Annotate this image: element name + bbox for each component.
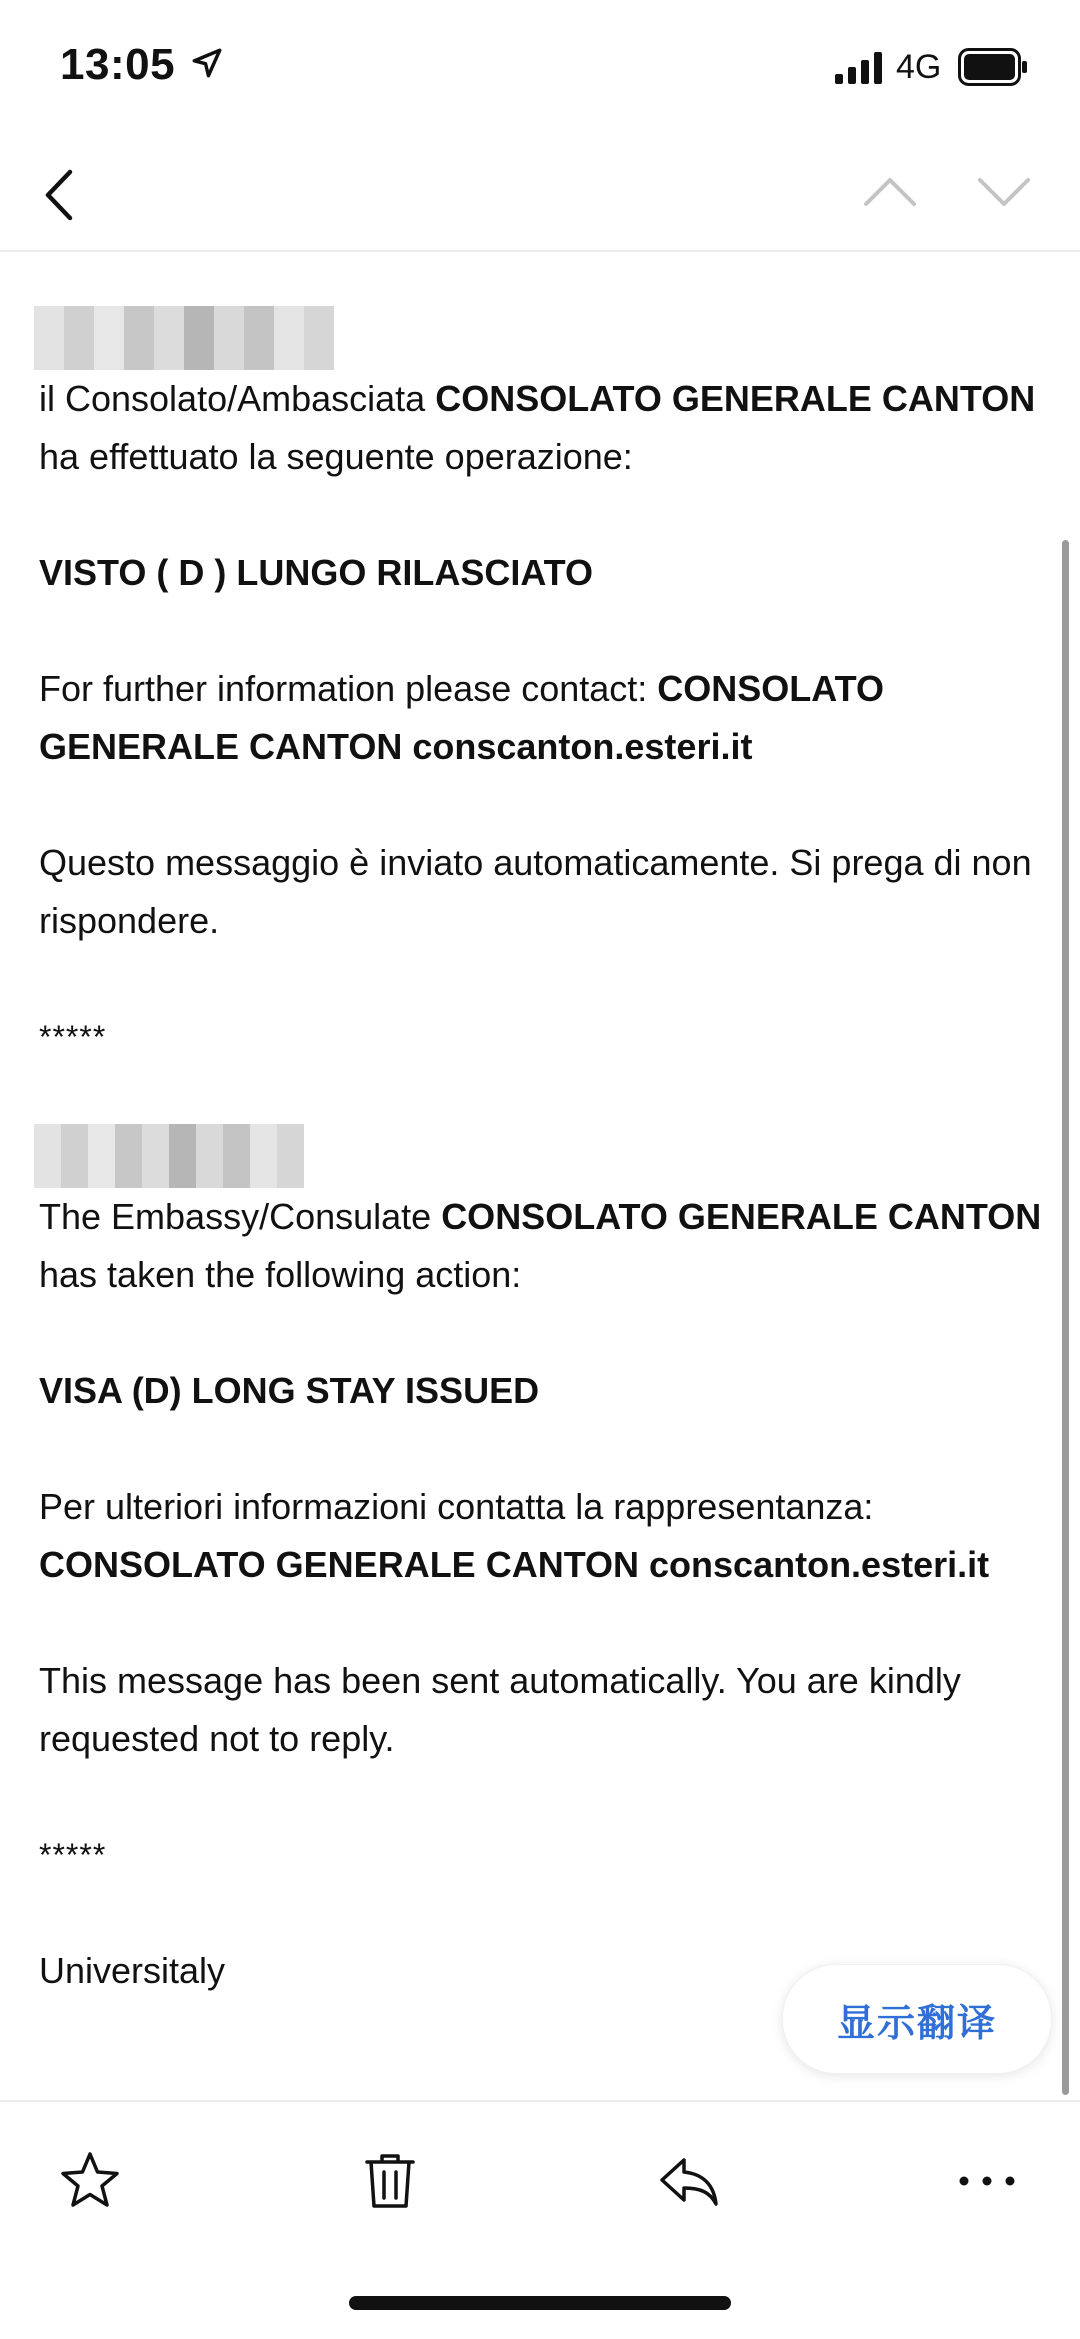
contact-link[interactable]: CONSOLATO GENERALE CANTON conscanton.esteri.it	[39, 668, 884, 767]
chevron-up-icon[interactable]	[862, 170, 918, 214]
italian-auto-note: Questo messaggio è inviato automaticamente. Si prega di non rispondere.	[39, 842, 1032, 941]
reply-icon[interactable]	[656, 2148, 722, 2214]
network-type: 4G	[896, 48, 942, 86]
status-bar	[0, 0, 1080, 130]
battery-icon	[958, 48, 1028, 86]
consulate-name: CONSOLATO GENERALE CANTON	[435, 378, 1036, 419]
italian-action: VISTO ( D ) LUNGO RILASCIATO	[39, 552, 594, 593]
italian-intro: il Consolato/Ambasciata CONSOLATO GENERALE CANTON ha effettuato la seguente operazione:	[39, 378, 1036, 477]
redacted-name	[34, 1124, 304, 1188]
contact-link[interactable]: CONSOLATO GENERALE CANTON conscanton.esteri.it	[39, 1544, 990, 1585]
scrollbar[interactable]	[1062, 540, 1069, 2095]
signature: Universitaly	[39, 1950, 226, 1991]
home-indicator	[349, 2296, 731, 2310]
star-icon[interactable]	[57, 2148, 123, 2214]
show-translation-button[interactable]	[782, 1964, 1052, 2074]
show-translation-label: 显示翻译	[836, 2000, 997, 2045]
email-nav-bar	[0, 130, 1080, 252]
trash-icon[interactable]	[357, 2148, 423, 2214]
back-arrow-icon[interactable]	[36, 166, 86, 224]
status-time: 13:05	[60, 40, 176, 89]
cellular-signal-icon	[835, 52, 883, 84]
separator: *****	[39, 1837, 107, 1873]
consulate-name: CONSOLATO GENERALE CANTON	[441, 1196, 1042, 1237]
english-auto-note: This message has been sent automatically. You are kindly requested not to reply.	[39, 1660, 961, 1759]
separator: *****	[39, 1019, 107, 1055]
redacted-name	[34, 306, 334, 370]
english-contact: Per ulteriori informazioni contatta la rappresentanza: CONSOLATO GENERALE CANTON conscanton.esteri.it	[39, 1486, 990, 1585]
english-intro: The Embassy/Consulate CONSOLATO GENERALE CANTON has taken the following action:	[39, 1196, 1042, 1295]
email-body	[0, 266, 1080, 2098]
english-action: VISA (D) LONG STAY ISSUED	[39, 1370, 540, 1411]
more-icon[interactable]	[954, 2148, 1020, 2214]
chevron-down-icon[interactable]	[976, 170, 1032, 214]
location-arrow-icon	[190, 46, 224, 80]
italian-contact: For further information please contact: CONSOLATO GENERALE CANTON conscanton.esteri.it	[39, 668, 884, 767]
